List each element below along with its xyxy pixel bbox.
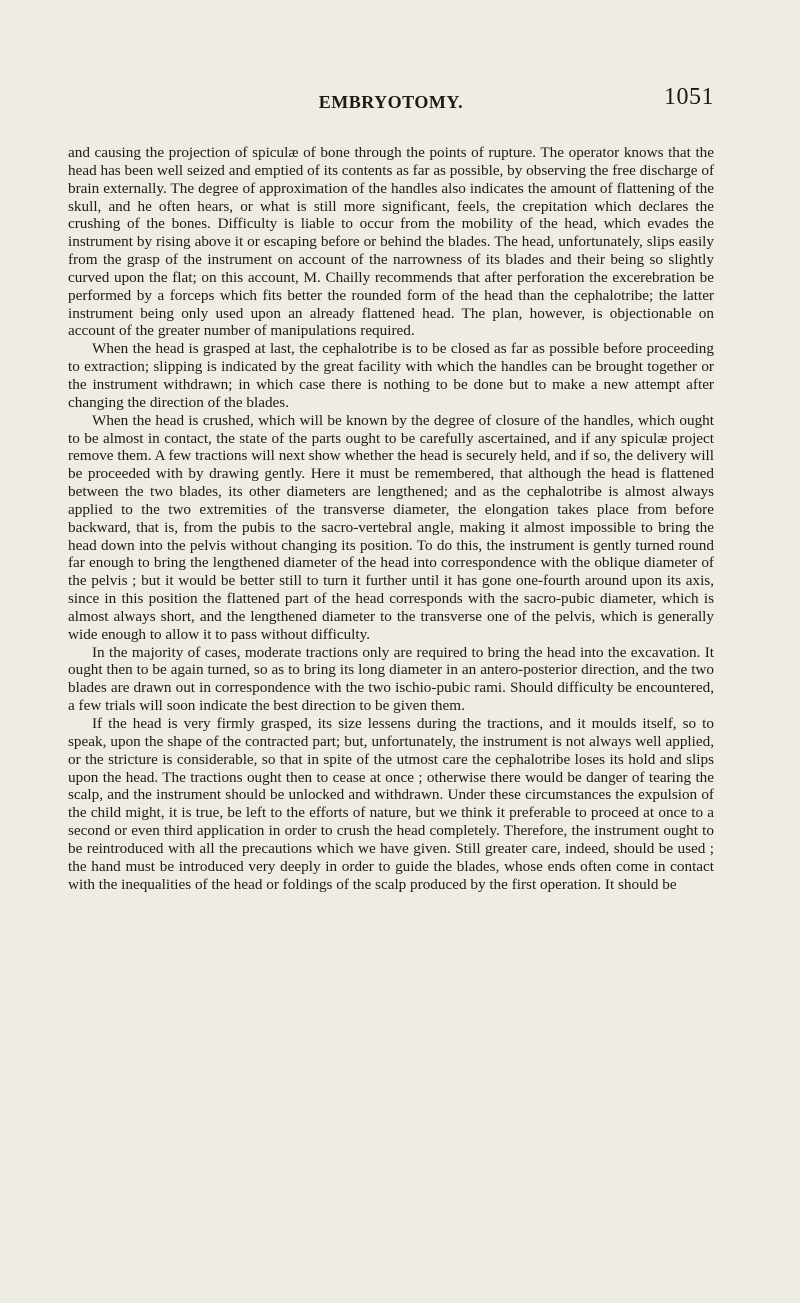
body-text xyxy=(68,144,714,893)
paragraph: When the head is grasped at last, the cephalotribe is to be closed as far as possible before proceeding to extraction; slipping is indicated by the great facility with which the handles can be brought together or the instrument withdrawn; in which case there is nothing to be done but to make a new attempt after changing the direction of the blades. xyxy=(68,340,714,411)
page-header xyxy=(68,84,714,124)
paragraph: In the majority of cases, moderate tractions only are required to bring the head into the excavation. It ought then to be again turned, so as to bring its long diameter in an antero-posterior direction, and the two blades are drawn out in correspondence with the two ischio-pubic rami. Should difficulty be encountered, a few trials will soon indicate the best direction to be given them. xyxy=(68,643,714,715)
paragraph: When the head is crushed, which will be known by the degree of closure of the handles, which ought to be almost in contact, the state of the parts ought to be carefully ascertained, and if any spiculæ project remove them. A few tractions will next show whether the head is securely held, and if so, the delivery will be proceeded with by drawing gently. Here it must be remembered, that although the head is flattened between the two blades, its other diameters are lengthened; and as the cephalotribe is almost always applied to the two extremities of the transverse diameter, the elongation takes place from before backward, that is, from the pubis to the sacro-vertebral angle, making it almost impossible to bring the head down into the pelvis without changing its position. To do this, the instrument is gently turned round far enough to bring the lengthened diameter of the head into correspondence with the oblique diameter of the pelvis ; but it would be better still to turn it further until it has gone one-fourth around upon its axis, since in this position the flattened part of the head corresponds with the sacro-pubic diameter, which is almost always short, and the lengthened diameter to the transverse one of the pelvis, which is generally wide enough to allow it to pass without difficulty. xyxy=(68,411,714,643)
running-title: EMBRYOTOMY. xyxy=(318,92,464,112)
paragraph: and causing the projection of spiculæ of bone through the points of rupture. The operator knows that the head has been well seized and emptied of its contents as far as possible, by observing the free discharge of brain externally. The degree of approximation of the handles also indicates the amount of flattening of the skull, and he often hears, or what is still more significant, feels, the crepitation which declares the crushing of the bones. Difficulty is liable to occur from the mobility of the head, which evades the instrument by rising above it or escaping before or behind the blades. The head, unfortunately, slips easily from the grasp of the instrument on account of the narrowness of its blades and their being so slightly curved upon the flat; on this account, M. Chailly recommends that after perforation the excerebration be performed by a forceps which fits better the rounded form of the head than the cephalotribe; the latter instrument being only used upon an already flattened head. The plan, however, is objectionable on account of the greater number of manipulations required. xyxy=(68,144,714,340)
page-number: 1051 xyxy=(664,84,714,110)
paragraph: If the head is very firmly grasped, its size lessens during the tractions, and it moulds itself, so to speak, upon the shape of the contracted part; but, unfortunately, the instrument is not always well applied, or the stricture is considerable, so that in spite of the utmost care the cephalotribe loses its hold and slips upon the head. The tractions ought then to cease at once ; otherwise there would be danger of tearing the scalp, and the instrument should be unlocked and withdrawn. Under these circumstances the expulsion of the child might, it is true, be left to the efforts of nature, but we think it preferable to proceed at once to a second or even third application in order to crush the head completely. Therefore, the instrument ought to be reintroduced with all the precautions which we have given. Still greater care, indeed, should be used ; the hand must be introduced very deeply in order to guide the blades, whose ends often come in contact with the inequalities of the head or foldings of the scalp produced by the first operation. It should be xyxy=(68,715,714,893)
